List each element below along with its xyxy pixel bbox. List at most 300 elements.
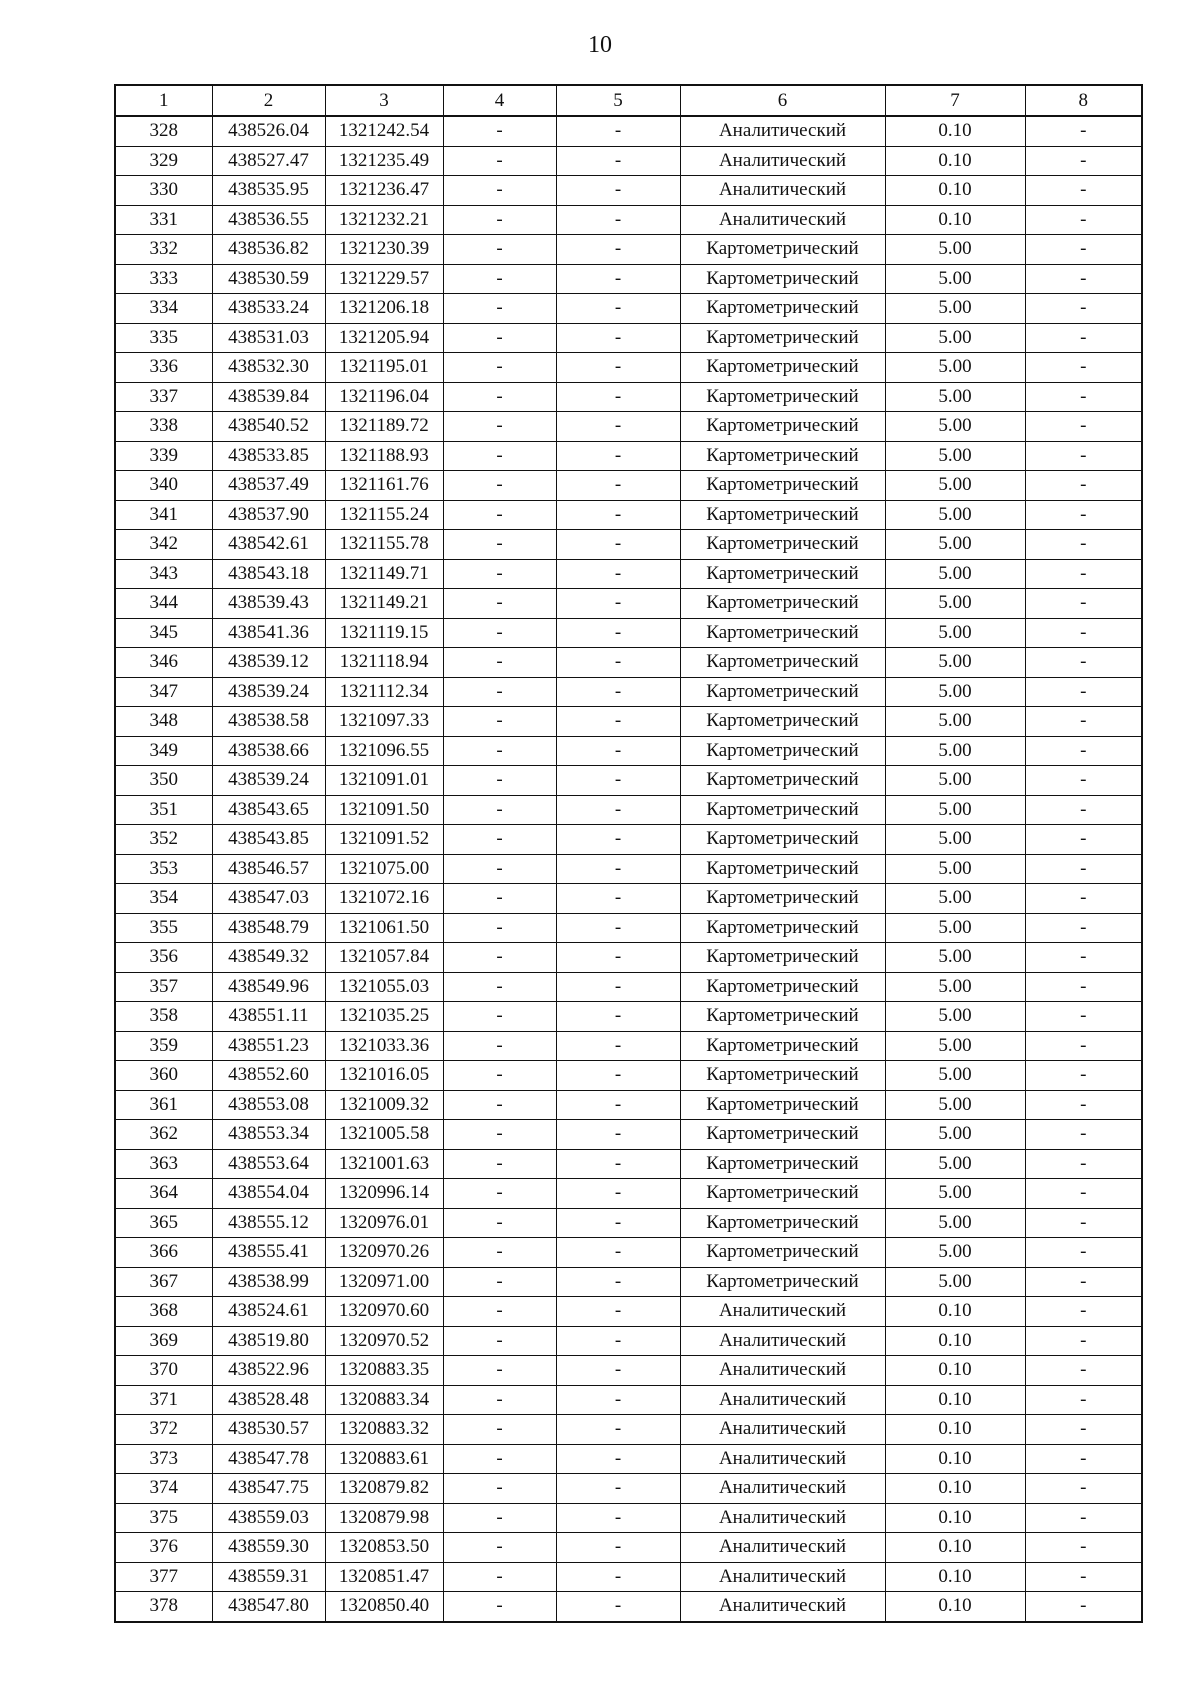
table-row: [115, 1444, 1142, 1474]
column-5-cell: -: [556, 1326, 680, 1356]
column-8-cell: -: [1025, 116, 1142, 146]
column-5-cell: -: [556, 1031, 680, 1061]
column-5-cell: -: [556, 294, 680, 324]
y-coordinate-cell: 1321016.05: [325, 1061, 443, 1091]
point-number-cell: 352: [115, 825, 212, 855]
point-number-cell: 346: [115, 648, 212, 678]
x-coordinate-cell: 438539.24: [212, 677, 325, 707]
method-cell: Картометрический: [680, 235, 885, 265]
column-4-cell: -: [443, 1061, 556, 1091]
column-8-cell: -: [1025, 500, 1142, 530]
column-4-cell: -: [443, 441, 556, 471]
point-number-cell: 339: [115, 441, 212, 471]
y-coordinate-cell: 1321119.15: [325, 618, 443, 648]
column-5-cell: -: [556, 264, 680, 294]
table-row: [115, 441, 1142, 471]
column-4-cell: -: [443, 146, 556, 176]
column-4-cell: -: [443, 1179, 556, 1209]
accuracy-cell: 5.00: [885, 412, 1025, 442]
column-header: 1: [115, 85, 212, 116]
point-number-cell: 375: [115, 1503, 212, 1533]
x-coordinate-cell: 438533.85: [212, 441, 325, 471]
column-header: 6: [680, 85, 885, 116]
y-coordinate-cell: 1321235.49: [325, 146, 443, 176]
method-cell: Картометрический: [680, 412, 885, 442]
column-8-cell: -: [1025, 1149, 1142, 1179]
point-number-cell: 356: [115, 943, 212, 973]
method-cell: Аналитический: [680, 146, 885, 176]
column-5-cell: -: [556, 1149, 680, 1179]
y-coordinate-cell: 1321155.78: [325, 530, 443, 560]
table-row: [115, 1267, 1142, 1297]
column-8-cell: -: [1025, 677, 1142, 707]
column-4-cell: -: [443, 412, 556, 442]
column-8-cell: -: [1025, 530, 1142, 560]
x-coordinate-cell: 438551.11: [212, 1002, 325, 1032]
accuracy-cell: 0.10: [885, 1562, 1025, 1592]
column-8-cell: -: [1025, 1120, 1142, 1150]
column-5-cell: -: [556, 884, 680, 914]
column-5-cell: -: [556, 943, 680, 973]
column-8-cell: -: [1025, 825, 1142, 855]
table-row: [115, 1356, 1142, 1386]
column-4-cell: -: [443, 1474, 556, 1504]
column-5-cell: -: [556, 382, 680, 412]
method-cell: Картометрический: [680, 1031, 885, 1061]
method-cell: Картометрический: [680, 736, 885, 766]
accuracy-cell: 0.10: [885, 1415, 1025, 1445]
table-row: [115, 854, 1142, 884]
column-4-cell: -: [443, 884, 556, 914]
x-coordinate-cell: 438559.31: [212, 1562, 325, 1592]
y-coordinate-cell: 1321189.72: [325, 412, 443, 442]
table-row: [115, 943, 1142, 973]
method-cell: Картометрический: [680, 825, 885, 855]
table-row: [115, 1179, 1142, 1209]
x-coordinate-cell: 438543.18: [212, 559, 325, 589]
column-4-cell: -: [443, 294, 556, 324]
x-coordinate-cell: 438547.75: [212, 1474, 325, 1504]
column-5-cell: -: [556, 441, 680, 471]
accuracy-cell: 5.00: [885, 1031, 1025, 1061]
method-cell: Аналитический: [680, 176, 885, 206]
accuracy-cell: 5.00: [885, 559, 1025, 589]
column-8-cell: -: [1025, 1444, 1142, 1474]
y-coordinate-cell: 1321205.94: [325, 323, 443, 353]
column-5-cell: -: [556, 1297, 680, 1327]
column-4-cell: -: [443, 471, 556, 501]
accuracy-cell: 5.00: [885, 589, 1025, 619]
point-number-cell: 349: [115, 736, 212, 766]
column-4-cell: -: [443, 1238, 556, 1268]
column-header: 8: [1025, 85, 1142, 116]
column-5-cell: -: [556, 913, 680, 943]
table-row: [115, 1149, 1142, 1179]
column-8-cell: -: [1025, 441, 1142, 471]
point-number-cell: 371: [115, 1385, 212, 1415]
column-header: 7: [885, 85, 1025, 116]
column-8-cell: -: [1025, 972, 1142, 1002]
table-row: [115, 884, 1142, 914]
method-cell: Картометрический: [680, 500, 885, 530]
method-cell: Картометрический: [680, 795, 885, 825]
method-cell: Аналитический: [680, 1592, 885, 1622]
y-coordinate-cell: 1320853.50: [325, 1533, 443, 1563]
x-coordinate-cell: 438532.30: [212, 353, 325, 383]
column-4-cell: -: [443, 264, 556, 294]
column-5-cell: -: [556, 618, 680, 648]
table-row: [115, 1002, 1142, 1032]
column-5-cell: -: [556, 648, 680, 678]
x-coordinate-cell: 438526.04: [212, 116, 325, 146]
y-coordinate-cell: 1321055.03: [325, 972, 443, 1002]
column-8-cell: -: [1025, 412, 1142, 442]
column-5-cell: -: [556, 677, 680, 707]
x-coordinate-cell: 438547.03: [212, 884, 325, 914]
x-coordinate-cell: 438522.96: [212, 1356, 325, 1386]
point-number-cell: 367: [115, 1267, 212, 1297]
y-coordinate-cell: 1321229.57: [325, 264, 443, 294]
table-row: [115, 1090, 1142, 1120]
column-8-cell: -: [1025, 1474, 1142, 1504]
table-row: [115, 471, 1142, 501]
column-4-cell: -: [443, 500, 556, 530]
column-8-cell: -: [1025, 1356, 1142, 1386]
column-8-cell: -: [1025, 1061, 1142, 1091]
x-coordinate-cell: 438547.80: [212, 1592, 325, 1622]
column-8-cell: -: [1025, 559, 1142, 589]
column-4-cell: -: [443, 323, 556, 353]
column-8-cell: -: [1025, 913, 1142, 943]
column-4-cell: -: [443, 972, 556, 1002]
column-8-cell: -: [1025, 736, 1142, 766]
method-cell: Картометрический: [680, 1179, 885, 1209]
x-coordinate-cell: 438536.55: [212, 205, 325, 235]
x-coordinate-cell: 438546.57: [212, 854, 325, 884]
x-coordinate-cell: 438542.61: [212, 530, 325, 560]
y-coordinate-cell: 1320883.34: [325, 1385, 443, 1415]
point-number-cell: 358: [115, 1002, 212, 1032]
point-number-cell: 333: [115, 264, 212, 294]
table-body: [115, 116, 1142, 1622]
column-4-cell: -: [443, 116, 556, 146]
method-cell: Картометрический: [680, 353, 885, 383]
accuracy-cell: 5.00: [885, 913, 1025, 943]
column-4-cell: -: [443, 1031, 556, 1061]
x-coordinate-cell: 438539.84: [212, 382, 325, 412]
method-cell: Картометрический: [680, 441, 885, 471]
point-number-cell: 373: [115, 1444, 212, 1474]
table-row: [115, 1533, 1142, 1563]
point-number-cell: 370: [115, 1356, 212, 1386]
x-coordinate-cell: 438530.59: [212, 264, 325, 294]
accuracy-cell: 5.00: [885, 1238, 1025, 1268]
y-coordinate-cell: 1320883.32: [325, 1415, 443, 1445]
point-number-cell: 334: [115, 294, 212, 324]
column-8-cell: -: [1025, 854, 1142, 884]
x-coordinate-cell: 438555.41: [212, 1238, 325, 1268]
method-cell: Картометрический: [680, 264, 885, 294]
column-4-cell: -: [443, 1503, 556, 1533]
table-row: [115, 707, 1142, 737]
method-cell: Картометрический: [680, 1061, 885, 1091]
column-4-cell: -: [443, 1090, 556, 1120]
y-coordinate-cell: 1321009.32: [325, 1090, 443, 1120]
y-coordinate-cell: 1320879.82: [325, 1474, 443, 1504]
accuracy-cell: 5.00: [885, 1090, 1025, 1120]
method-cell: Картометрический: [680, 972, 885, 1002]
accuracy-cell: 0.10: [885, 176, 1025, 206]
column-header: 2: [212, 85, 325, 116]
accuracy-cell: 0.10: [885, 116, 1025, 146]
accuracy-cell: 5.00: [885, 382, 1025, 412]
table-row: [115, 264, 1142, 294]
y-coordinate-cell: 1321242.54: [325, 116, 443, 146]
accuracy-cell: 5.00: [885, 294, 1025, 324]
x-coordinate-cell: 438519.80: [212, 1326, 325, 1356]
column-5-cell: -: [556, 205, 680, 235]
column-5-cell: -: [556, 176, 680, 206]
accuracy-cell: 5.00: [885, 353, 1025, 383]
column-4-cell: -: [443, 1120, 556, 1150]
point-number-cell: 362: [115, 1120, 212, 1150]
x-coordinate-cell: 438533.24: [212, 294, 325, 324]
method-cell: Картометрический: [680, 1267, 885, 1297]
table-row: [115, 116, 1142, 146]
column-4-cell: -: [443, 1208, 556, 1238]
column-4-cell: -: [443, 825, 556, 855]
method-cell: Картометрический: [680, 677, 885, 707]
table-row: [115, 205, 1142, 235]
accuracy-cell: 5.00: [885, 825, 1025, 855]
y-coordinate-cell: 1321161.76: [325, 471, 443, 501]
accuracy-cell: 5.00: [885, 471, 1025, 501]
column-5-cell: -: [556, 412, 680, 442]
column-5-cell: -: [556, 1208, 680, 1238]
point-number-cell: 329: [115, 146, 212, 176]
accuracy-cell: 5.00: [885, 1267, 1025, 1297]
y-coordinate-cell: 1321206.18: [325, 294, 443, 324]
column-8-cell: -: [1025, 205, 1142, 235]
table-row: [115, 736, 1142, 766]
column-8-cell: -: [1025, 1562, 1142, 1592]
table-row: [115, 766, 1142, 796]
method-cell: Картометрический: [680, 1238, 885, 1268]
point-number-cell: 376: [115, 1533, 212, 1563]
column-header: 5: [556, 85, 680, 116]
column-4-cell: -: [443, 913, 556, 943]
y-coordinate-cell: 1321075.00: [325, 854, 443, 884]
column-4-cell: -: [443, 677, 556, 707]
column-5-cell: -: [556, 323, 680, 353]
column-4-cell: -: [443, 1002, 556, 1032]
method-cell: Картометрический: [680, 707, 885, 737]
y-coordinate-cell: 1320883.35: [325, 1356, 443, 1386]
column-5-cell: -: [556, 854, 680, 884]
accuracy-cell: 0.10: [885, 205, 1025, 235]
method-cell: Картометрический: [680, 854, 885, 884]
y-coordinate-cell: 1321149.71: [325, 559, 443, 589]
column-8-cell: -: [1025, 1592, 1142, 1622]
y-coordinate-cell: 1321091.52: [325, 825, 443, 855]
table-row: [115, 1031, 1142, 1061]
accuracy-cell: 5.00: [885, 1179, 1025, 1209]
y-coordinate-cell: 1320879.98: [325, 1503, 443, 1533]
x-coordinate-cell: 438549.96: [212, 972, 325, 1002]
point-number-cell: 369: [115, 1326, 212, 1356]
column-5-cell: -: [556, 825, 680, 855]
table-row: [115, 1474, 1142, 1504]
column-4-cell: -: [443, 530, 556, 560]
table-header-row: [115, 85, 1142, 116]
method-cell: Аналитический: [680, 1533, 885, 1563]
x-coordinate-cell: 438549.32: [212, 943, 325, 973]
column-8-cell: -: [1025, 353, 1142, 383]
column-5-cell: -: [556, 766, 680, 796]
table-row: [115, 972, 1142, 1002]
column-4-cell: -: [443, 1444, 556, 1474]
accuracy-cell: 0.10: [885, 1592, 1025, 1622]
column-5-cell: -: [556, 1090, 680, 1120]
column-5-cell: -: [556, 471, 680, 501]
y-coordinate-cell: 1321005.58: [325, 1120, 443, 1150]
table-row: [115, 1562, 1142, 1592]
column-4-cell: -: [443, 1592, 556, 1622]
point-number-cell: 353: [115, 854, 212, 884]
y-coordinate-cell: 1321188.93: [325, 441, 443, 471]
y-coordinate-cell: 1321195.01: [325, 353, 443, 383]
table-row: [115, 500, 1142, 530]
coordinates-table: [114, 84, 1143, 1623]
point-number-cell: 340: [115, 471, 212, 501]
y-coordinate-cell: 1321232.21: [325, 205, 443, 235]
x-coordinate-cell: 438541.36: [212, 618, 325, 648]
point-number-cell: 372: [115, 1415, 212, 1445]
column-4-cell: -: [443, 1415, 556, 1445]
method-cell: Картометрический: [680, 884, 885, 914]
point-number-cell: 344: [115, 589, 212, 619]
table-row: [115, 913, 1142, 943]
y-coordinate-cell: 1321001.63: [325, 1149, 443, 1179]
point-number-cell: 357: [115, 972, 212, 1002]
column-5-cell: -: [556, 1503, 680, 1533]
table-row: [115, 1061, 1142, 1091]
column-8-cell: -: [1025, 1533, 1142, 1563]
x-coordinate-cell: 438540.52: [212, 412, 325, 442]
column-5-cell: -: [556, 1061, 680, 1091]
column-4-cell: -: [443, 1297, 556, 1327]
y-coordinate-cell: 1321035.25: [325, 1002, 443, 1032]
method-cell: Картометрический: [680, 766, 885, 796]
y-coordinate-cell: 1320970.26: [325, 1238, 443, 1268]
accuracy-cell: 5.00: [885, 884, 1025, 914]
column-4-cell: -: [443, 589, 556, 619]
method-cell: Картометрический: [680, 648, 885, 678]
column-5-cell: -: [556, 1238, 680, 1268]
column-8-cell: -: [1025, 943, 1142, 973]
x-coordinate-cell: 438527.47: [212, 146, 325, 176]
method-cell: Аналитический: [680, 1503, 885, 1533]
point-number-cell: 332: [115, 235, 212, 265]
accuracy-cell: 0.10: [885, 146, 1025, 176]
column-8-cell: -: [1025, 382, 1142, 412]
accuracy-cell: 5.00: [885, 323, 1025, 353]
method-cell: Картометрический: [680, 943, 885, 973]
point-number-cell: 331: [115, 205, 212, 235]
point-number-cell: 366: [115, 1238, 212, 1268]
method-cell: Картометрический: [680, 559, 885, 589]
page-number: 10: [588, 32, 612, 58]
x-coordinate-cell: 438559.03: [212, 1503, 325, 1533]
accuracy-cell: 5.00: [885, 972, 1025, 1002]
point-number-cell: 351: [115, 795, 212, 825]
column-8-cell: -: [1025, 1002, 1142, 1032]
x-coordinate-cell: 438543.65: [212, 795, 325, 825]
column-8-cell: -: [1025, 264, 1142, 294]
y-coordinate-cell: 1321091.50: [325, 795, 443, 825]
column-4-cell: -: [443, 795, 556, 825]
accuracy-cell: 5.00: [885, 766, 1025, 796]
table-row: [115, 677, 1142, 707]
column-5-cell: -: [556, 1120, 680, 1150]
accuracy-cell: 0.10: [885, 1297, 1025, 1327]
column-5-cell: -: [556, 1415, 680, 1445]
accuracy-cell: 0.10: [885, 1533, 1025, 1563]
method-cell: Аналитический: [680, 1415, 885, 1445]
method-cell: Аналитический: [680, 1326, 885, 1356]
x-coordinate-cell: 438536.82: [212, 235, 325, 265]
point-number-cell: 330: [115, 176, 212, 206]
accuracy-cell: 0.10: [885, 1356, 1025, 1386]
column-5-cell: -: [556, 500, 680, 530]
y-coordinate-cell: 1320883.61: [325, 1444, 443, 1474]
x-coordinate-cell: 438553.64: [212, 1149, 325, 1179]
x-coordinate-cell: 438528.48: [212, 1385, 325, 1415]
column-8-cell: -: [1025, 1179, 1142, 1209]
table-row: [115, 353, 1142, 383]
table-row: [115, 146, 1142, 176]
method-cell: Аналитический: [680, 205, 885, 235]
x-coordinate-cell: 438543.85: [212, 825, 325, 855]
column-4-cell: -: [443, 235, 556, 265]
column-5-cell: -: [556, 530, 680, 560]
method-cell: Аналитический: [680, 1356, 885, 1386]
column-4-cell: -: [443, 1326, 556, 1356]
accuracy-cell: 0.10: [885, 1503, 1025, 1533]
column-8-cell: -: [1025, 294, 1142, 324]
point-number-cell: 342: [115, 530, 212, 560]
table-row: [115, 795, 1142, 825]
column-4-cell: -: [443, 1533, 556, 1563]
accuracy-cell: 5.00: [885, 736, 1025, 766]
method-cell: Картометрический: [680, 471, 885, 501]
column-5-cell: -: [556, 1592, 680, 1622]
y-coordinate-cell: 1320996.14: [325, 1179, 443, 1209]
y-coordinate-cell: 1321112.34: [325, 677, 443, 707]
y-coordinate-cell: 1321033.36: [325, 1031, 443, 1061]
column-4-cell: -: [443, 1385, 556, 1415]
column-8-cell: -: [1025, 648, 1142, 678]
point-number-cell: 335: [115, 323, 212, 353]
column-5-cell: -: [556, 353, 680, 383]
point-number-cell: 361: [115, 1090, 212, 1120]
accuracy-cell: 5.00: [885, 1061, 1025, 1091]
x-coordinate-cell: 438553.08: [212, 1090, 325, 1120]
method-cell: Картометрический: [680, 1208, 885, 1238]
x-coordinate-cell: 438524.61: [212, 1297, 325, 1327]
column-8-cell: -: [1025, 1208, 1142, 1238]
y-coordinate-cell: 1321155.24: [325, 500, 443, 530]
